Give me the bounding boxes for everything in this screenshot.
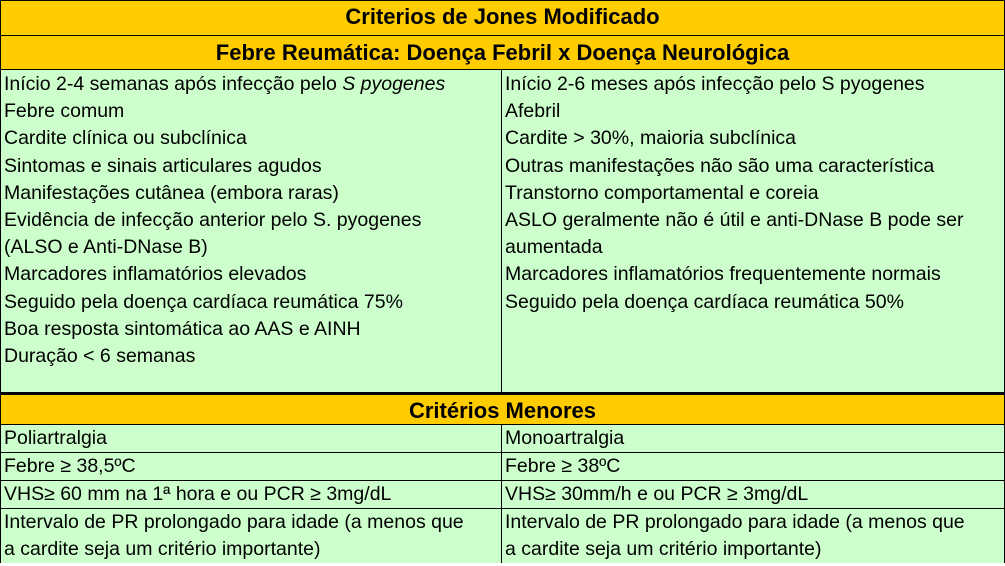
neuro-line: ASLO geralmente não é útil e anti-DNase B pode ser (505, 209, 964, 232)
febril-line-text: Início 2-4 semanas após infecção pelo (4, 73, 343, 95)
febril-line: Seguido pela doença cardíaca reumática 75% (4, 290, 403, 313)
neuro-line: Seguido pela doença cardíaca reumática 50% (505, 290, 904, 313)
febril-line: Marcadores inflamatórios elevados (4, 263, 307, 286)
cell-text: VHS≥ 60 mm na 1ª hora e ou PCR ≥ 3mg/dL (4, 483, 392, 505)
table-row (1, 453, 1004, 481)
comparison-block (1, 70, 1004, 393)
febril-line: Boa resposta sintomática ao AAS e AINH (4, 317, 361, 340)
table-cell (1, 453, 502, 480)
febril-line: Sintomas e sinais articulares agudos (4, 154, 322, 177)
febril-line: Manifestações cutânea (embora raras) (4, 181, 339, 204)
cell-text: Intervalo de PR prolongado para idade (a menos que (505, 511, 965, 533)
neuro-line: Marcadores inflamatórios frequentemente normais (505, 263, 941, 286)
table-title: Criterios de Jones Modificado (1, 0, 1004, 36)
table-cell (1, 425, 502, 452)
table-cell (1, 481, 502, 508)
table-row (1, 509, 1004, 563)
minor-criteria-title: Critérios Menores (1, 393, 1004, 425)
febril-line: Duração < 6 semanas (4, 345, 196, 368)
neuro-line: Transtorno comportamental e coreia (505, 181, 819, 204)
cell-text: Intervalo de PR prolongado para idade (a menos que (4, 511, 464, 533)
febril-line: Febre comum (4, 100, 125, 123)
febril-line: Evidência de infecção anterior pelo S. pyogenes (4, 209, 422, 232)
table-subtitle: Febre Reumática: Doença Febril x Doença Neurológica (1, 36, 1004, 70)
table-cell (502, 509, 1004, 563)
febril-line (4, 71, 501, 98)
cell-text: Febre ≥ 38ºC (505, 455, 621, 477)
febril-line: (ALSO e Anti-DNase B) (4, 236, 208, 259)
neuro-line: Cardite > 30%, maioria subclínica (505, 127, 797, 150)
cell-text: Monoartralgia (505, 427, 625, 449)
cell-text: Febre ≥ 38,5ºC (4, 455, 136, 477)
table-cell (1, 509, 502, 563)
cell-text: VHS≥ 30mm/h e ou PCR ≥ 3mg/dL (505, 483, 809, 505)
neuro-line: Outras manifestações não são uma característica (505, 154, 935, 177)
cell-text: Poliartralgia (4, 427, 107, 449)
table-row (1, 425, 1004, 453)
neuro-line: Afebril (505, 100, 561, 123)
neuro-line: Início 2-6 meses após infecção pelo S pyogenes (505, 73, 925, 95)
neurologica-column (502, 70, 1004, 392)
febril-line: Cardite clínica ou subclínica (4, 127, 247, 150)
table-row (1, 481, 1004, 509)
febril-column (1, 70, 502, 392)
cell-text: a cardite seja um critério importante) (505, 538, 822, 560)
table-cell (502, 481, 1004, 508)
neuro-line: aumentada (505, 236, 603, 259)
table-cell (502, 453, 1004, 480)
cell-text: a cardite seja um critério importante) (4, 538, 321, 560)
table-cell (502, 425, 1004, 452)
pathogen-italic: S pyogenes (342, 73, 446, 95)
